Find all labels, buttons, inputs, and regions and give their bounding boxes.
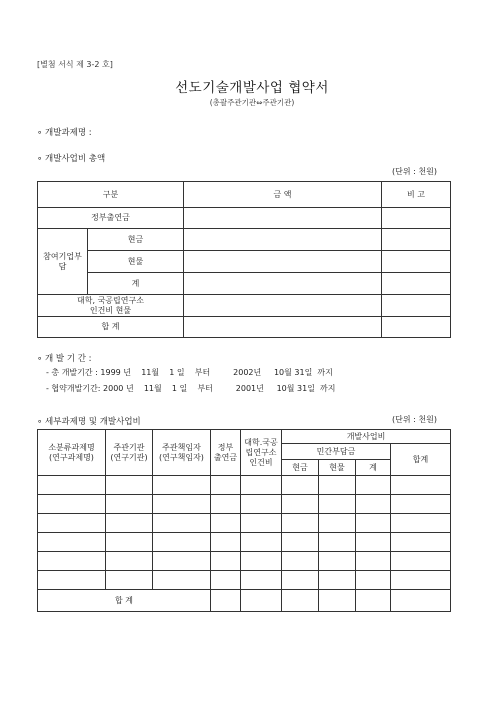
univ-labor-remarks-cell[interactable]: [382, 295, 451, 317]
table-cell[interactable]: [319, 590, 356, 612]
table-cell[interactable]: [211, 495, 241, 514]
table-cell[interactable]: [38, 476, 106, 495]
table-cell[interactable]: [241, 571, 282, 590]
table-cell[interactable]: [38, 552, 106, 571]
row-subtotal-label: 계: [88, 273, 184, 295]
row-inkind-label: 현물: [88, 251, 184, 273]
total-amount-cell[interactable]: [184, 317, 382, 338]
total-row-label: 합 계: [38, 590, 211, 612]
col-gov-line1: 정부: [217, 442, 234, 452]
univ-labor-line2: 인건비 현물: [89, 305, 132, 315]
table-cell[interactable]: [282, 495, 319, 514]
table-cell[interactable]: [391, 476, 451, 495]
col-org-line1: 주관기관: [113, 442, 145, 452]
header-category: 구분: [38, 182, 184, 208]
col-univ: [241, 430, 282, 476]
table-cell[interactable]: [153, 476, 211, 495]
detail-cost-table: [37, 429, 451, 612]
table-cell[interactable]: [211, 571, 241, 590]
cash-amount-cell[interactable]: [184, 229, 382, 251]
table-cell[interactable]: [319, 533, 356, 552]
detail-label: ∘ 세부과제명 및 개발사업비: [37, 417, 141, 427]
col-univ-line3: 인건비: [249, 457, 273, 467]
table-cell[interactable]: [106, 495, 153, 514]
table-cell[interactable]: [319, 571, 356, 590]
row-participant-label: 참여기업부담: [38, 229, 88, 295]
col-private: 민간부담금: [282, 444, 391, 460]
period-total-line: - 총 개발기간 : 1999 년 11월 1 일 부터 2002년 10월 31일 까지: [46, 368, 333, 377]
table-row: [38, 533, 451, 552]
total-remarks-cell[interactable]: [382, 317, 451, 338]
row-gov-fund-label: 정부출연금: [38, 208, 184, 229]
document-subtitle: (총괄주관기관⇔주관기관): [209, 98, 295, 107]
table-cell[interactable]: [153, 495, 211, 514]
header-remarks: 비 고: [382, 182, 451, 208]
table-cell[interactable]: [106, 514, 153, 533]
total-cost-label: ∘ 개발사업비 총액: [37, 154, 106, 164]
table-cell[interactable]: [38, 533, 106, 552]
col-sub: 계: [356, 460, 391, 476]
table-cell[interactable]: [282, 514, 319, 533]
col-org: [106, 430, 153, 476]
inkind-amount-cell[interactable]: [184, 251, 382, 273]
row-total-label: 합 계: [38, 317, 184, 338]
table-cell[interactable]: [391, 533, 451, 552]
table-cell[interactable]: [391, 514, 451, 533]
table-cell[interactable]: [241, 590, 282, 612]
table-cell[interactable]: [38, 571, 106, 590]
total-row: [38, 590, 451, 612]
period-agreement-line: - 협약개발기간: 2000 년 11월 1 일 부터 2001년 10월 31일 까지: [46, 384, 336, 393]
table-row: [38, 552, 451, 571]
table-cell[interactable]: [391, 590, 451, 612]
table-cell[interactable]: [241, 495, 282, 514]
table-cell[interactable]: [241, 514, 282, 533]
table-row: [38, 495, 451, 514]
table-cell[interactable]: [356, 476, 391, 495]
table-cell[interactable]: [153, 514, 211, 533]
table-cell[interactable]: [211, 552, 241, 571]
form-reference: [별첨 서식 제 3-2 호]: [37, 60, 113, 69]
table-row: [38, 514, 451, 533]
unit-label-2: (단위 : 천원): [392, 415, 437, 424]
col-org-line2: (연구기관): [110, 452, 148, 462]
table-cell[interactable]: [106, 476, 153, 495]
col-gov: [211, 430, 241, 476]
subtotal-amount-cell[interactable]: [184, 273, 382, 295]
row-cash-label: 현금: [88, 229, 184, 251]
task-name-label: ∘ 개발과제명 :: [37, 128, 92, 138]
col-pi-line1: 주관책임자: [162, 442, 201, 452]
table-cell[interactable]: [106, 571, 153, 590]
table-cell[interactable]: [211, 533, 241, 552]
table-cell[interactable]: [153, 571, 211, 590]
cash-remarks-cell[interactable]: [382, 229, 451, 251]
univ-labor-line1: 대학, 국공립연구소: [77, 295, 144, 305]
table-cell[interactable]: [241, 533, 282, 552]
table-cell[interactable]: [391, 571, 451, 590]
table-cell[interactable]: [282, 476, 319, 495]
table-cell[interactable]: [282, 590, 319, 612]
document-title: 선도기술개발사업 협약서: [175, 80, 329, 96]
col-total: 합계: [391, 444, 451, 476]
univ-labor-amount-cell[interactable]: [184, 295, 382, 317]
table-cell[interactable]: [282, 552, 319, 571]
table-cell[interactable]: [241, 476, 282, 495]
header-amount: 금 액: [184, 182, 382, 208]
table-cell[interactable]: [356, 552, 391, 571]
table-row: [38, 571, 451, 590]
period-label: ∘ 개 발 기 간 :: [37, 354, 92, 364]
unit-label: (단위 : 천원): [392, 167, 437, 176]
gov-fund-remarks-cell[interactable]: [382, 208, 451, 229]
table-cell[interactable]: [106, 552, 153, 571]
col-subtask: [38, 430, 106, 476]
total-cost-table: [37, 181, 451, 338]
inkind-remarks-cell[interactable]: [382, 251, 451, 273]
col-gov-line2: 출연금: [213, 452, 238, 462]
table-cell[interactable]: [391, 495, 451, 514]
table-cell[interactable]: [319, 495, 356, 514]
col-univ-line1: 대학.국공: [244, 437, 278, 447]
col-pi-line2: (연구책임자): [159, 452, 204, 462]
subtotal-remarks-cell[interactable]: [382, 273, 451, 295]
table-cell[interactable]: [38, 495, 106, 514]
row-univ-labor-label: [38, 295, 184, 317]
table-cell[interactable]: [356, 590, 391, 612]
col-pi: [153, 430, 211, 476]
col-subtask-line1: 소분류과제명: [48, 442, 95, 452]
table-row: [38, 476, 451, 495]
table-cell[interactable]: [153, 552, 211, 571]
col-dev-cost: 개발사업비: [282, 430, 451, 444]
col-univ-line2: 립연구소: [245, 447, 277, 457]
table-cell[interactable]: [356, 533, 391, 552]
table-cell[interactable]: [282, 533, 319, 552]
table-cell[interactable]: [319, 514, 356, 533]
table-cell[interactable]: [211, 514, 241, 533]
table-cell[interactable]: [153, 533, 211, 552]
table-cell[interactable]: [356, 571, 391, 590]
gov-fund-amount-cell[interactable]: [184, 208, 382, 229]
col-cash: 현금: [282, 460, 319, 476]
table-cell[interactable]: [241, 552, 282, 571]
table-cell[interactable]: [391, 552, 451, 571]
table-cell[interactable]: [282, 571, 319, 590]
table-cell[interactable]: [211, 590, 241, 612]
table-cell[interactable]: [38, 514, 106, 533]
table-cell[interactable]: [319, 476, 356, 495]
table-cell[interactable]: [356, 495, 391, 514]
table-cell[interactable]: [106, 533, 153, 552]
table-cell[interactable]: [211, 476, 241, 495]
col-inkind: 현물: [319, 460, 356, 476]
table-cell[interactable]: [356, 514, 391, 533]
table-cell[interactable]: [319, 552, 356, 571]
col-subtask-line2: (연구과제명): [49, 452, 94, 462]
